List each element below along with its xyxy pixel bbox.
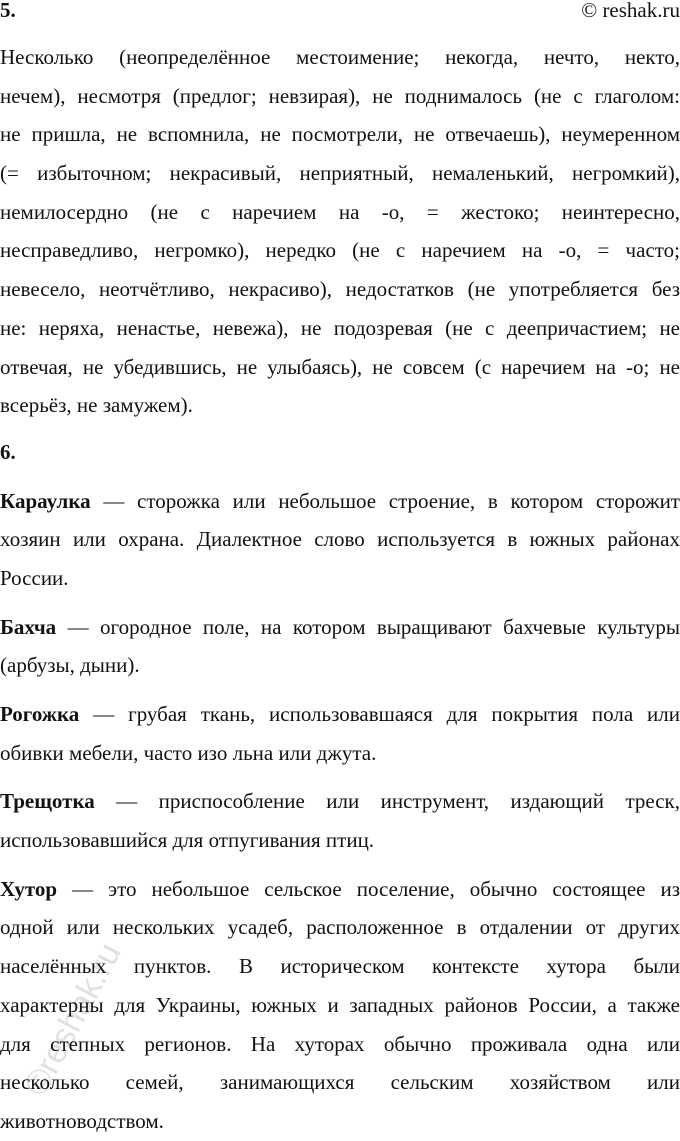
text-line: несколько семей, занимающихся сельским хозяйством или (0, 1070, 680, 1095)
text-line: отвечая, не убедившись, не улыбаясь), не совсем (с наречием на -о; не (0, 354, 680, 379)
text-line: населённых пунктов. В историческом контексте хутора были (0, 954, 680, 979)
task-6-definitions (0, 482, 680, 1141)
text-line: Хутор — это небольшое сельское поселение, обычно состоящее из (0, 876, 680, 901)
text-line: использовавшийся для отпугивания птиц. (0, 828, 375, 853)
text-line: не: неряха, ненастье, невежа), не подозревая (не с деепричастием; не (0, 315, 680, 340)
text-line: немилосердно (не с наречием на -о, = жестоко; неинтересно, (0, 199, 680, 224)
text-line: России. (0, 565, 69, 590)
text-line: (арбузы, дыни). (0, 653, 140, 678)
definition-term: Рогожка (0, 702, 80, 726)
definition-term: Хутор (0, 876, 58, 901)
text-line: обивки мебели, часто изо льна или джута. (0, 740, 377, 765)
text-line: несправедливо, негромко), нередко (не с наречием на -о, = часто; (0, 238, 680, 263)
definition-term: Бахча (0, 614, 57, 639)
text-line: хозяин или охрана. Диалектное слово используется в южных районах (0, 527, 680, 552)
definition-entry (0, 608, 680, 685)
text-line: Несколько (неопределённое местоимение; некогда, нечто, некто, (0, 45, 680, 69)
text-line: Караулка — сторожка или небольшое строение, в котором сторожит (0, 488, 680, 513)
definition-entry (0, 482, 680, 598)
text-line: одной или нескольких усадеб, расположенное в отдалении от других (0, 915, 680, 940)
text-line: всерьёз, не замужем). (0, 393, 193, 418)
task-number-6: 6. (0, 439, 16, 464)
definition-entry (0, 695, 680, 772)
definition-term: Караулка (0, 488, 91, 513)
text-line: для степных регионов. На хуторах обычно проживала одна или (0, 1031, 680, 1056)
site-credit: © reshak.ru (581, 0, 680, 22)
task-number-5: 5. (0, 0, 16, 22)
text-line: не пришла, не вспомнила, не посмотрели, не отвечаешь), неумеренном (0, 122, 680, 147)
text-line: (= избыточном; некрасивый, неприятный, немаленький, негромкий), (0, 161, 680, 186)
text-line: характерны для Украины, южных и западных районов России, а также (0, 992, 680, 1017)
text-line: Бахча — огородное поле, на котором выращивают бахчевые культуры (0, 614, 680, 639)
text-line: Рогожка — грубая ткань, использовавшаяся для покрытия пола или (0, 702, 680, 726)
page-header (0, 0, 680, 20)
definition-term: Трещотка (0, 789, 95, 814)
watermark: ©reshak.ru (17, 936, 129, 1102)
text-line: нечем), несмотря (предлог; невзирая), не поднималось (не с глаголом: (0, 83, 680, 108)
definition-entry (0, 782, 680, 859)
text-line: животноводством. (0, 1108, 164, 1133)
text-line: Трещотка — приспособление или инструмент, издающий треск, (0, 789, 680, 814)
task-5-paragraph (0, 38, 680, 425)
text-line: невесело, неотчётливо, некрасиво), недостатков (не употребляется без (0, 277, 680, 302)
